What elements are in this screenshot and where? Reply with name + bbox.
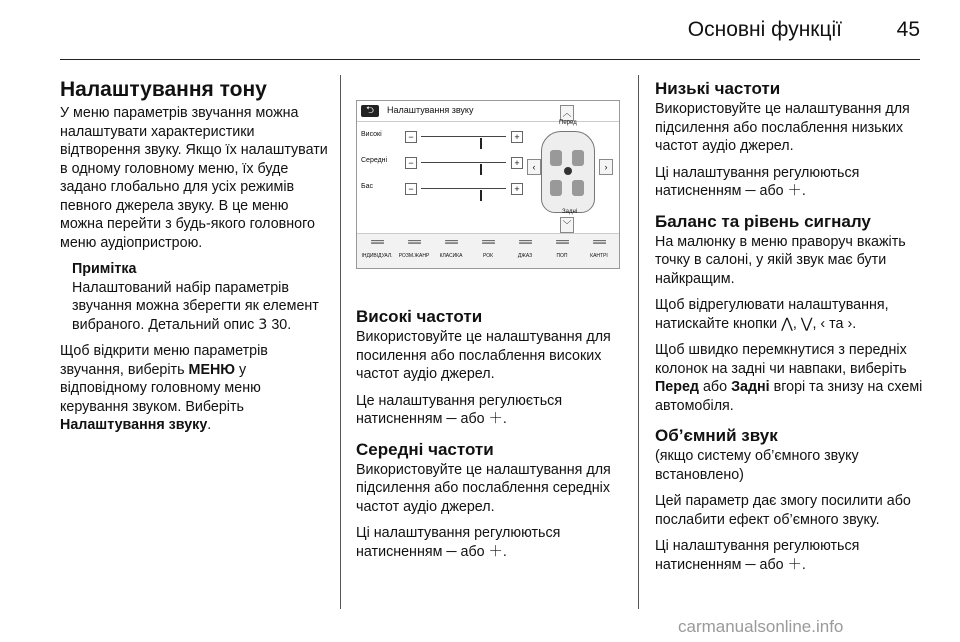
front-label: Перед	[655, 379, 699, 395]
switch-text-1: Щоб швидко перемкнутися з передніх колонок на задні чи навпаки, виберіть	[655, 342, 907, 377]
mid-heading: Середні частоти	[356, 439, 494, 459]
bass-heading: Низькі частоти	[655, 79, 781, 98]
seat-icon	[550, 180, 562, 196]
eq-label: Середні	[361, 157, 388, 164]
mid-adjust: Ці налаштування регулюються натисненням ─ або ＋.	[356, 525, 561, 560]
menu-button-label: МЕНЮ	[188, 361, 236, 378]
surround-section	[655, 425, 923, 574]
balance-point-icon[interactable]	[564, 167, 572, 175]
treble-adjust: Це налаштування регулюється натисненням ─ або ＋.	[356, 392, 563, 427]
equalizer-icon: ≡≡≡	[481, 237, 495, 247]
eq-row-bass	[361, 181, 521, 195]
bass-adjust: Ці налаштування регулюються натисненням ─ або ＋.	[655, 164, 860, 199]
preset-label: РОЗМ.ЖАНР	[398, 253, 430, 259]
equalizer-icon: ≡≡≡	[555, 237, 569, 247]
rear-label: Задні	[731, 379, 770, 395]
preset-button[interactable]	[581, 234, 617, 268]
preset-button[interactable]	[544, 234, 580, 268]
right-arrow-icon[interactable]: ›	[599, 159, 613, 175]
treble-section	[356, 306, 622, 429]
right-column	[655, 78, 923, 584]
balance-text: На малюнку в меню праворуч вкажіть точку в салоні, у якій звук має бути найкращим.	[655, 233, 906, 287]
bass-section	[655, 78, 923, 201]
plus-button[interactable]: +	[511, 157, 523, 169]
eq-row-treble	[361, 129, 521, 143]
chapter-title: Основні функції	[687, 18, 842, 41]
eq-slider[interactable]	[421, 136, 506, 137]
equalizer-icon: ≡≡≡	[444, 237, 458, 247]
rear-label[interactable]: Задні	[562, 209, 578, 215]
eq-label: Високі	[361, 131, 382, 138]
left-column	[60, 78, 328, 443]
mid-section	[356, 439, 622, 562]
preset-button[interactable]	[433, 234, 469, 268]
eq-knob[interactable]	[480, 138, 482, 149]
page-number: 45	[896, 18, 920, 41]
page-header	[0, 0, 960, 60]
minus-button[interactable]: −	[405, 131, 417, 143]
back-arrow-icon[interactable]: ⮌	[361, 105, 379, 117]
note-text	[72, 279, 328, 335]
switch-text-2: вгорі та знизу на схемі автомобіля.	[655, 379, 923, 414]
open-menu-text	[60, 342, 328, 435]
mid-text: Використовуйте це налаштування для підсилення або послаблення середніх частот аудіо джерел.	[356, 461, 611, 515]
eq-label: Бас	[361, 183, 373, 190]
down-arrow-icon[interactable]: ﹀	[560, 217, 574, 233]
open-text-3: .	[207, 417, 212, 433]
preset-button[interactable]	[470, 234, 506, 268]
surround-heading: Об’ємний звук	[655, 426, 778, 445]
sound-settings-screenshot	[356, 100, 620, 269]
up-arrow-icon[interactable]: ︿	[560, 105, 574, 121]
eq-slider[interactable]	[421, 162, 506, 163]
tone-intro: У меню параметрів звучання можна налаштувати характеристики відтворення звуку. Якщо їх налаштувати в одному головному меню, їх буде задано глобально для усіх режимів певного джерела звуку. В це меню можна перейти з будь-якого головного меню аудіопристрою.	[60, 105, 328, 251]
preset-label: КАНТРІ	[590, 253, 608, 259]
minus-button[interactable]: −	[405, 183, 417, 195]
preset-label: РОК	[482, 253, 494, 259]
minus-button[interactable]: −	[405, 157, 417, 169]
middle-column	[356, 306, 622, 571]
preset-bar	[357, 233, 619, 268]
surround-text: Цей параметр дає змогу посилити або послабити ефект об’ємного звуку.	[655, 493, 911, 528]
balance-adjust: Щоб відрегулювати налаштування, натискайте кнопки ⋀, ⋁, ‹ та ›.	[655, 297, 889, 332]
open-text-2: у відповідному головному меню керування звуком. Виберіть	[60, 361, 261, 415]
treble-heading: Високі частоти	[356, 307, 483, 326]
tone-settings-heading: Налаштування тону	[60, 78, 267, 101]
equalizer-icon: ≡≡≡	[518, 237, 532, 247]
note-body: Налаштований набір параметрів звучання можна зберегти як елемент вибраного. Детальний опис	[72, 279, 319, 333]
note-block	[72, 260, 328, 334]
eq-slider[interactable]	[421, 188, 506, 189]
preset-label: ІНДИВІДУАЛ.	[361, 253, 393, 259]
watermark: carmanualsonline.info	[678, 617, 844, 636]
surround-adjust: Ці налаштування регулюються натисненням ─ або ＋.	[655, 538, 860, 573]
column-divider-1	[340, 75, 341, 609]
left-arrow-icon[interactable]: ‹	[527, 159, 541, 175]
preset-button[interactable]	[359, 234, 395, 268]
preset-label: ПОП	[556, 253, 568, 259]
eq-knob[interactable]	[480, 190, 482, 201]
eq-row-mid	[361, 155, 521, 169]
plus-button[interactable]: +	[511, 183, 523, 195]
switch-or: або	[702, 379, 728, 395]
front-rear-switch	[655, 341, 923, 415]
preset-label: КЛАСИКА	[439, 253, 463, 259]
bass-text: Використовуйте це налаштування для підсилення або послаблення низьких частот аудіо джерел.	[655, 101, 910, 154]
equalizer-icon: ≡≡≡	[592, 237, 606, 247]
seat-icon	[550, 150, 562, 166]
column-divider-2	[638, 75, 639, 609]
screenshot-title: Налаштування звуку	[387, 105, 474, 115]
page-ref-arrow-icon: 3	[258, 316, 268, 333]
preset-button[interactable]	[507, 234, 543, 268]
equalizer-icon: ≡≡≡	[407, 237, 421, 247]
treble-text: Використовуйте це налаштування для посилення або послаблення високих частот аудіо джерел.	[356, 329, 611, 382]
note-title: Примітка	[72, 261, 137, 277]
header-rule	[60, 59, 920, 60]
seat-icon	[572, 150, 584, 166]
open-text-1: Щоб відкрити меню параметрів звучання, виберіть	[60, 343, 268, 378]
sound-settings-label: Налаштування звуку	[60, 417, 208, 433]
surround-sub: (якщо систему об’ємного звуку встановлено)	[655, 448, 859, 483]
equalizer-icon: ≡≡≡	[370, 237, 384, 247]
preset-label: ДЖАЗ	[517, 253, 533, 259]
eq-knob[interactable]	[480, 164, 482, 175]
balance-heading: Баланс та рівень сигналу	[655, 211, 871, 231]
screenshot-titlebar	[357, 101, 619, 122]
note-ref-page: 30.	[271, 316, 292, 333]
car-diagram[interactable]	[541, 131, 595, 213]
balance-section	[655, 211, 923, 416]
preset-button[interactable]	[396, 234, 432, 268]
plus-button[interactable]: +	[511, 131, 523, 143]
front-label[interactable]: Перед	[559, 120, 577, 126]
seat-icon	[572, 180, 584, 196]
